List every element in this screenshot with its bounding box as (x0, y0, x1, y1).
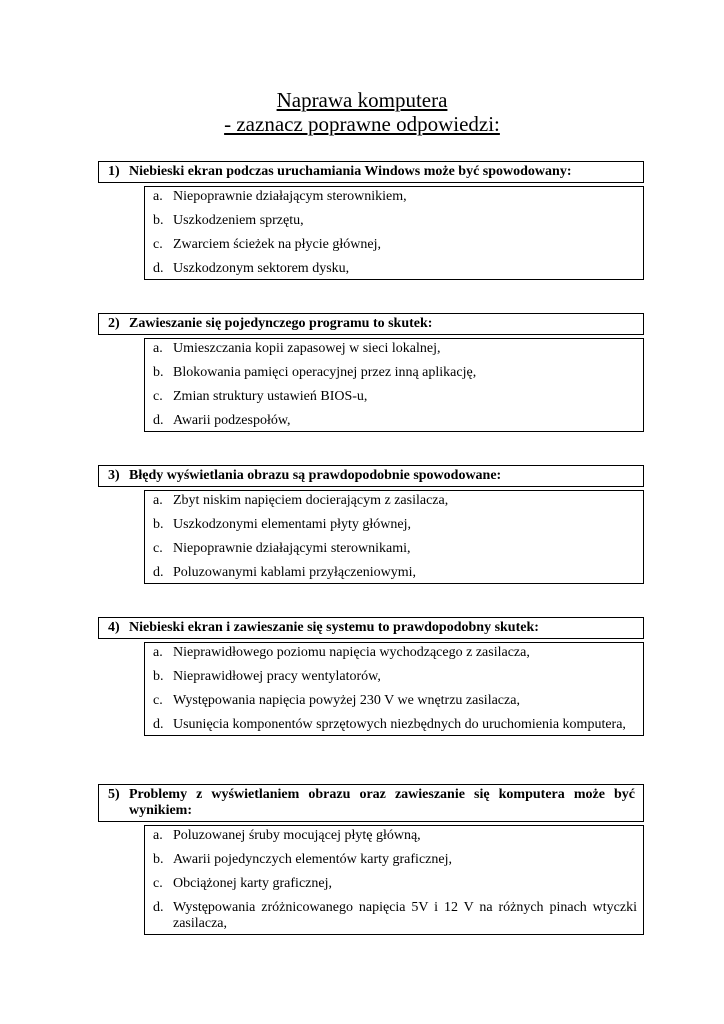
question-text: Problemy z wyświetlaniem obrazu oraz zawieszanie się komputera może być wynikiem: (129, 787, 635, 818)
answer-option[interactable] (145, 541, 637, 557)
answer-text: Poluzowanymi kablami przyłączeniowymi, (173, 565, 416, 580)
answer-option[interactable] (145, 852, 637, 868)
answer-text: Awarii pojedynczych elementów karty graficznej, (173, 852, 452, 867)
answer-option[interactable] (145, 341, 637, 357)
answer-text: Zbyt niskim napięciem docierającym z zasilacza, (173, 493, 449, 508)
answer-option[interactable] (145, 693, 637, 709)
answer-letter: d. (153, 261, 164, 276)
answer-option[interactable] (145, 669, 637, 685)
answer-letter: b. (153, 213, 164, 228)
answer-text: Nieprawidłowego poziomu napięcia wychodzącego z zasilacza, (173, 645, 530, 660)
question-number: 4) (108, 620, 120, 635)
answer-option[interactable] (145, 493, 637, 509)
question-2-answers (144, 338, 644, 432)
answer-text: Niepoprawnie działającymi sterownikami, (173, 541, 411, 556)
answer-text: Umieszczania kopii zapasowej w sieci lokalnej, (173, 341, 441, 356)
answer-text: Uszkodzeniem sprzętu, (173, 213, 304, 228)
answer-text: Poluzowanej śruby mocującej płytę główną, (173, 828, 421, 843)
answer-option[interactable] (145, 389, 637, 405)
question-text: Niebieski ekran podczas uruchamiania Windows może być spowodowany: (129, 164, 572, 179)
answer-text: Awarii podzespołów, (173, 413, 291, 428)
question-text: Zawieszanie się pojedynczego programu to skutek: (129, 316, 433, 331)
question-text: Niebieski ekran i zawieszanie się systemu to prawdopodobny skutek: (129, 620, 539, 635)
answer-letter: c. (153, 389, 163, 404)
answer-letter: a. (153, 493, 163, 508)
answer-text: Blokowania pamięci operacyjnej przez inną aplikację, (173, 365, 477, 380)
answer-option[interactable] (145, 213, 637, 229)
answer-option[interactable] (145, 876, 637, 892)
answer-letter: c. (153, 237, 163, 252)
answer-option[interactable] (145, 261, 637, 277)
question-text: Błędy wyświetlania obrazu są prawdopodobnie spowodowane: (129, 468, 502, 483)
answer-text: Występowania zróżnicowanego napięcia 5V i 12 V na różnych pinach wtyczki zasilacza, (173, 900, 637, 931)
answer-option[interactable] (145, 413, 637, 429)
question-number: 2) (108, 316, 120, 331)
answer-text: Usunięcia komponentów sprzętowych niezbędnych do uruchomienia komputera, (173, 717, 626, 732)
answer-text: Niepoprawnie działającym sterownikiem, (173, 189, 407, 204)
answer-letter: c. (153, 541, 163, 556)
question-2-box (98, 313, 644, 335)
question-number: 3) (108, 468, 120, 483)
answer-letter: c. (153, 876, 163, 891)
answer-letter: b. (153, 852, 164, 867)
question-4-box (98, 617, 644, 639)
answer-text: Uszkodzonymi elementami płyty głównej, (173, 517, 411, 532)
answer-option[interactable] (145, 717, 637, 733)
answer-option[interactable] (145, 645, 637, 661)
answer-option[interactable] (145, 565, 637, 581)
answer-text: Występowania napięcia powyżej 230 V we wnętrzu zasilacza, (173, 693, 520, 708)
page-title-line-1: Naprawa komputera (276, 88, 448, 112)
question-5-box (98, 784, 644, 822)
question-4-answers (144, 642, 644, 736)
answer-option[interactable] (145, 828, 637, 844)
question-3-answers (144, 490, 644, 584)
answer-text: Nieprawidłowej pracy wentylatorów, (173, 669, 381, 684)
answer-letter: d. (153, 717, 164, 732)
question-1-box (98, 161, 644, 183)
answer-option[interactable] (145, 365, 637, 381)
answer-text: Zmian struktury ustawień BIOS-u, (173, 389, 368, 404)
question-number: 1) (108, 164, 120, 179)
answer-letter: a. (153, 645, 163, 660)
answer-option[interactable] (145, 237, 637, 253)
question-3-box (98, 465, 644, 487)
answer-letter: b. (153, 669, 164, 684)
answer-letter: d. (153, 413, 164, 428)
answer-letter: b. (153, 517, 164, 532)
answer-letter: d. (153, 900, 164, 915)
answer-letter: c. (153, 693, 163, 708)
answer-option[interactable] (145, 189, 637, 205)
answer-letter: b. (153, 365, 164, 380)
answer-letter: a. (153, 341, 163, 356)
answer-letter: d. (153, 565, 164, 580)
answer-option[interactable] (145, 517, 637, 533)
answer-text: Uszkodzonym sektorem dysku, (173, 261, 350, 276)
page-title-line-2: - zaznacz poprawne odpowiedzi: (224, 112, 500, 136)
question-1-answers (144, 186, 644, 280)
answer-text: Obciążonej karty graficznej, (173, 876, 332, 891)
answer-letter: a. (153, 189, 163, 204)
question-5-answers (144, 825, 644, 935)
answer-text: Zwarciem ścieżek na płycie głównej, (173, 237, 381, 252)
answer-letter: a. (153, 828, 163, 843)
answer-option[interactable] (145, 900, 637, 932)
question-number: 5) (108, 787, 120, 802)
